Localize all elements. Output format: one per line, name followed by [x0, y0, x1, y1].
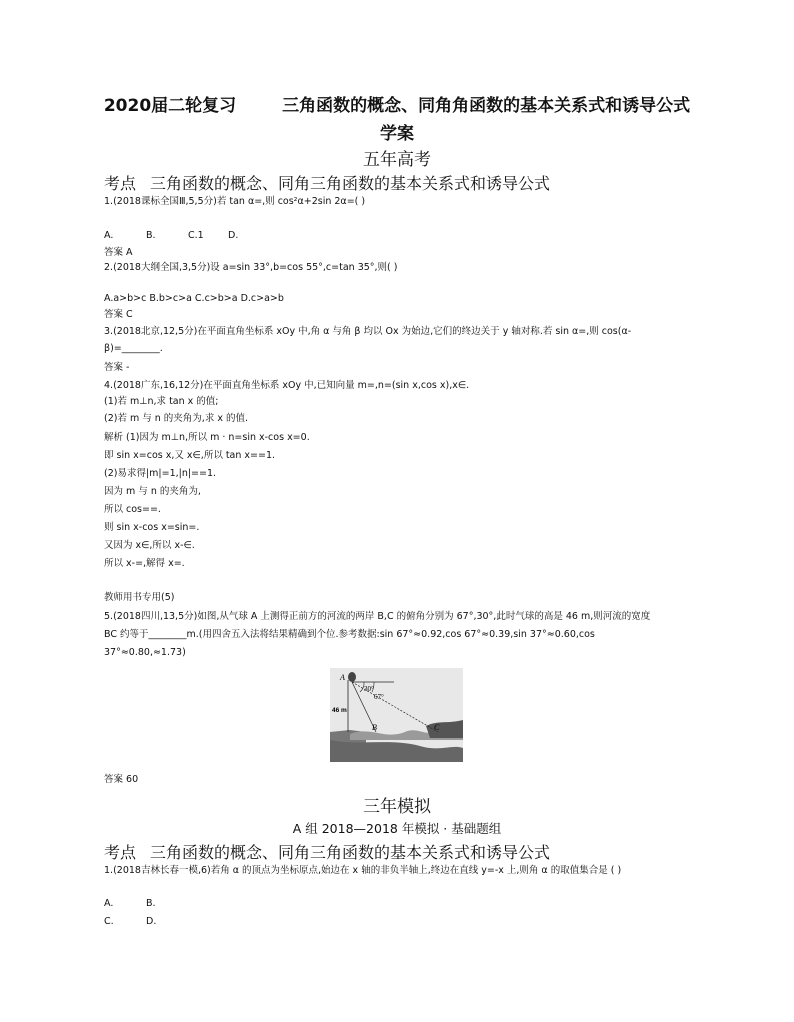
title-left: 2020届二轮复习 — [103, 96, 237, 116]
q4-solution-line: 因为 m 与 n 的夹角为, — [104, 486, 201, 497]
kaodian-heading-2 — [104, 840, 550, 863]
q5-answer: 答案 60 — [104, 774, 139, 785]
q4-stem: 4.(2018广东,16,12分)在平面直角坐标系 xOy 中,已知向量 m=,n=(sin x,cos x),x∈. — [104, 380, 470, 391]
kaodian-heading — [104, 171, 550, 194]
q1-option-c: C.1 — [188, 230, 204, 241]
document-title — [0, 91, 794, 116]
angle-label-67: 67° — [374, 693, 384, 701]
s2-q1-option-c: C. — [104, 916, 114, 927]
q5-stem-line1: 5.(2018四川,13,5分)如图,从气球 A 上测得正前方的河流的两岸 B,C 的俯角分别为 67°,30°,此时气球的高是 46 m,则河流的宽度 — [104, 611, 651, 622]
q5-stem-line3: 37°≈0.80,≈1.73) — [104, 647, 186, 658]
q3-stem-line2: β)=________. — [104, 343, 163, 354]
angle-label-30: 30° — [364, 685, 374, 693]
q1-answer: 答案 A — [104, 247, 133, 258]
q5-stem-line2: BC 约等于________m.(用四舍五入法将结果精确到个位.参考数据:sin 67°≈0.92,cos 67°≈0.39,sin 37°≈0.60,cos — [104, 629, 595, 640]
s2-q1-option-b: B. — [146, 898, 156, 909]
q1-option-d: D. — [228, 230, 239, 241]
s2-q1-option-a: A. — [104, 898, 114, 909]
document-title-line2: 学案 — [380, 124, 414, 144]
q3-stem-line1: 3.(2018北京,12,5分)在平面直角坐标系 xOy 中,角 α 与角 β 均以 Ox 为始边,它们的终边关于 y 轴对称.若 sin α=,则 cos(α- — [104, 326, 632, 337]
q4-solution-line: 所以 cos==. — [104, 504, 161, 515]
q2-stem: 2.(2018大纲全国,3,5分)设 a=sin 33°,b=cos 55°,c=tan 35°,则( ) — [104, 262, 398, 273]
label-c: C — [434, 723, 440, 732]
label-b: B — [372, 723, 377, 732]
kaodian-label: 考点 — [104, 174, 137, 193]
s2-q1-stem: 1.(2018吉林长春一模,6)若角 α 的顶点为坐标原点,始边在 x 轴的非负半轴上,终边在直线 y=-x 上,则角 α 的取值集合是 ( ) — [104, 865, 622, 876]
s2-q1-option-d: D. — [146, 916, 157, 927]
kaodian-text-2: 三角函数的概念、同角三角函数的基本关系式和诱导公式 — [150, 843, 551, 862]
balloon-icon — [348, 672, 356, 682]
q3-answer: 答案 - — [104, 362, 130, 373]
kaodian-label-2: 考点 — [104, 843, 137, 862]
q4-solution-line: 解析 (1)因为 m⊥n,所以 m · n=sin x-cos x=0. — [104, 432, 310, 443]
label-a: A — [340, 673, 345, 682]
q1-option-a: A. — [104, 230, 114, 241]
q4-solution-line: 又因为 x∈,所以 x-∈. — [104, 540, 195, 551]
title-right: 三角函数的概念、同角角函数的基本关系式和诱导公式 — [282, 96, 691, 116]
q2-options: A.a>b>c B.b>c>a C.c>b>a D.c>a>b — [104, 293, 284, 304]
q1-option-b: B. — [146, 230, 156, 241]
q1-options — [104, 230, 238, 242]
group-heading: A 组 2018—2018 年模拟 · 基础题组 — [292, 821, 502, 836]
q4-solution-line: (2)易求得|m|=1,|n|==1. — [104, 468, 217, 479]
q4-solution-line: 所以 x-=,解得 x=. — [104, 558, 185, 569]
q4-solution-line: 则 sin x-cos x=sin=. — [104, 522, 200, 533]
s2-q1-options-row1 — [104, 898, 156, 910]
s2-q1-options-row2 — [104, 916, 156, 928]
section-heading-five-years: 五年高考 — [363, 150, 431, 170]
balloon-river-figure — [330, 668, 463, 762]
q4-part1: (1)若 m⊥n,求 tan x 的值; — [104, 396, 219, 407]
kaodian-text: 三角函数的概念、同角三角函数的基本关系式和诱导公式 — [150, 174, 551, 193]
q4-part2: (2)若 m 与 n 的夹角为,求 x 的值. — [104, 413, 249, 424]
q1-stem: 1.(2018课标全国Ⅲ,5,5分)若 tan α=,则 cos²α+2sin 2α=( ) — [104, 196, 366, 207]
teacher-note: 教师用书专用(5) — [104, 592, 175, 603]
section-heading-three-years: 三年模拟 — [363, 797, 431, 817]
q4-solution-line: 即 sin x=cos x,又 x∈,所以 tan x==1. — [104, 450, 276, 461]
height-label: 46 m — [332, 707, 347, 714]
q2-answer: 答案 C — [104, 309, 133, 320]
